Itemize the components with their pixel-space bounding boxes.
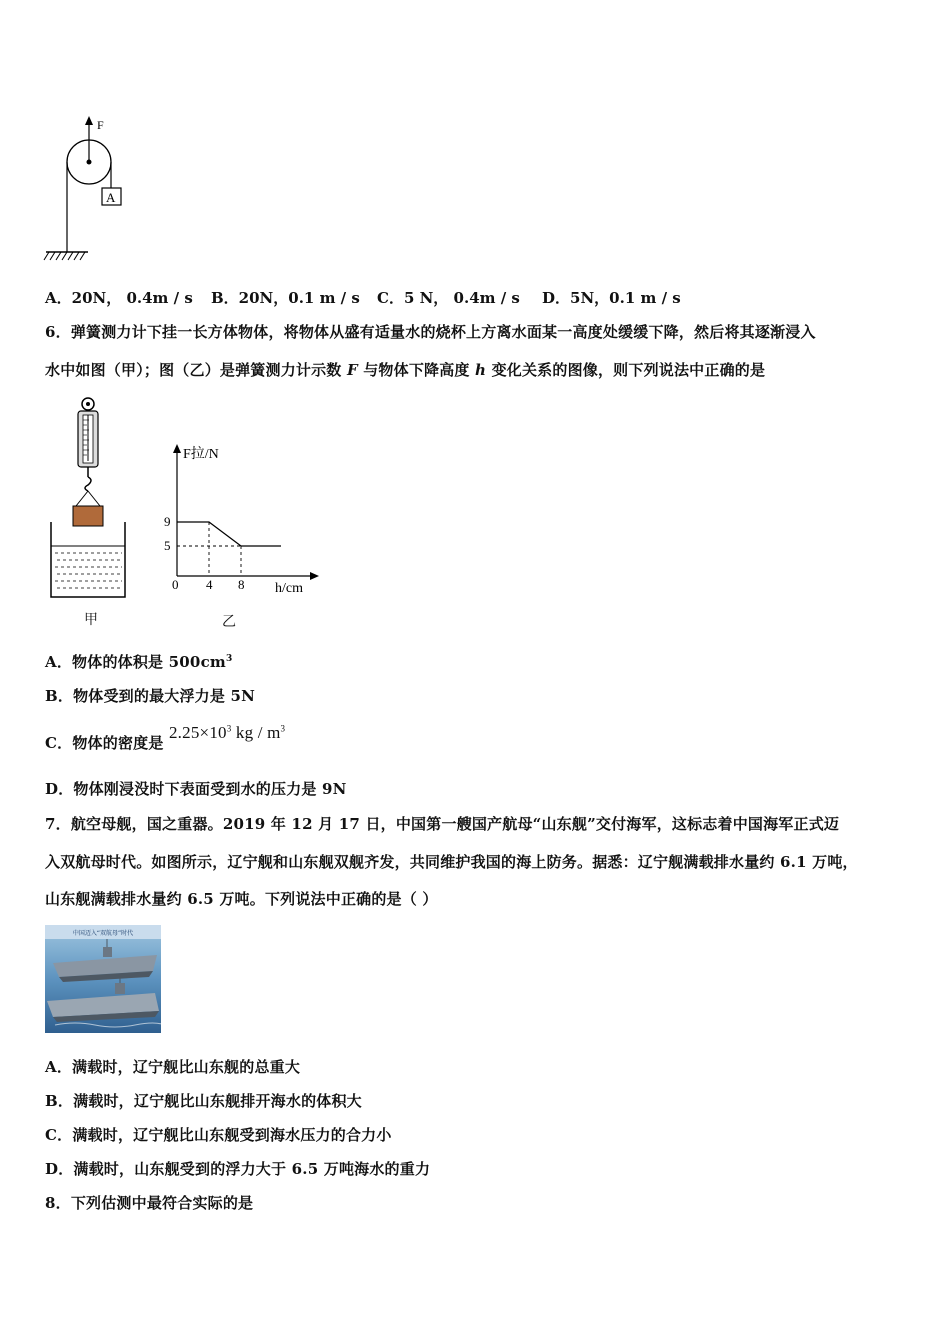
y-axis-arrow [173, 444, 181, 453]
q6-option-a-text: A．物体的体积是 500cm [45, 653, 226, 671]
q6-stem-line1: 6．弹簧测力计下挂一长方体物体，将物体从盛有适量水的烧杯上方离水面某一高度处缓缓下降，然后将其逐渐浸入 [45, 323, 816, 341]
caption-jia: 甲 [84, 612, 98, 628]
q6-stem-part-b: 与物体下降高度 [357, 361, 476, 379]
q6-option-c-text: C．物体的密度是 [45, 734, 164, 752]
q5-option-a: A．20N， 0.4m / s [45, 289, 193, 307]
q6-option-d: D．物体刚浸没时下表面受到水的压力是 9N [45, 780, 347, 798]
x-axis-arrow [310, 572, 319, 580]
y-axis-label: F拉/N [183, 447, 219, 462]
aircraft-carrier-picture [45, 925, 161, 1033]
y-tick-label-9: 9 [164, 514, 171, 529]
q6-option-a-sup: 3 [225, 654, 233, 664]
density-formula-sup2: 3 [280, 723, 286, 734]
block-label: A [106, 190, 116, 205]
carrier-image-caption: 中国迈入“双航母”时代 [72, 930, 134, 937]
q5-option-d: D．5N，0.1 m / s [542, 289, 681, 307]
force-series-line [177, 522, 281, 546]
x-axis-label: h/cm [275, 581, 303, 596]
y-tick-label-5: 5 [164, 538, 171, 553]
q6-option-a [45, 651, 232, 672]
q5-option-b: B．20N，0.1 m / s [211, 289, 360, 307]
force-height-graph [155, 440, 325, 600]
q6-symbol-h: h [475, 361, 487, 379]
q6-symbol-F: F [346, 361, 358, 379]
q6-option-b: B．物体受到的最大浮力是 5N [45, 687, 256, 705]
x-tick-label-4: 4 [206, 577, 213, 592]
q7-option-c: C．满载时，辽宁舰比山东舰受到海水压力的合力小 [45, 1126, 392, 1144]
density-formula-part-a: 2.25×10 [168, 723, 227, 742]
q6-stem-part-c: 变化关系的图像，则下列说法中正确的是 [486, 361, 766, 379]
q6-option-c [45, 723, 286, 753]
q6-stem-line2 [45, 359, 765, 380]
caption-yi: 乙 [222, 614, 236, 630]
density-formula-part-b: kg / m [231, 723, 281, 742]
x-tick-label-8: 8 [238, 577, 245, 592]
spring-balance-figure [45, 395, 135, 605]
q5-option-c: C．5 N， 0.4m / s [377, 289, 520, 307]
q8-stem-line1: 8．下列估测中最符合实际的是 [45, 1194, 254, 1212]
q7-option-a: A．满载时，辽宁舰比山东舰的总重大 [45, 1058, 301, 1076]
pulley-figure [40, 110, 140, 265]
q7-option-d: D．满载时，山东舰受到的浮力大于 6.5 万吨海水的重力 [45, 1160, 431, 1178]
density-formula [169, 723, 285, 742]
q7-stem-line3: 山东舰满载排水量约 6.5 万吨。下列说法中正确的是（ ） [45, 890, 438, 908]
q7-stem-line1: 7．航空母舰，国之重器。2019 年 12 月 17 日，中国第一艘国产航母“山东舰”交付海军，这标志着中国海军正式迈 [45, 815, 840, 833]
force-label: F [97, 118, 104, 132]
q6-stem-part-a: 水中如图（甲）；图（乙）是弹簧测力计示数 [45, 361, 347, 379]
q7-stem-line2: 入双航母时代。如图所示，辽宁舰和山东舰双舰齐发，共同维护我国的海上防务。据悉：辽宁舰满载排水量约 6.1 万吨， [45, 853, 858, 871]
aircraft-carrier-image [45, 925, 161, 1033]
density-formula-sup: 3 [226, 723, 232, 734]
x-tick-label-0: 0 [172, 577, 179, 592]
q7-option-b: B．满载时，辽宁舰比山东舰排开海水的体积大 [45, 1092, 362, 1110]
